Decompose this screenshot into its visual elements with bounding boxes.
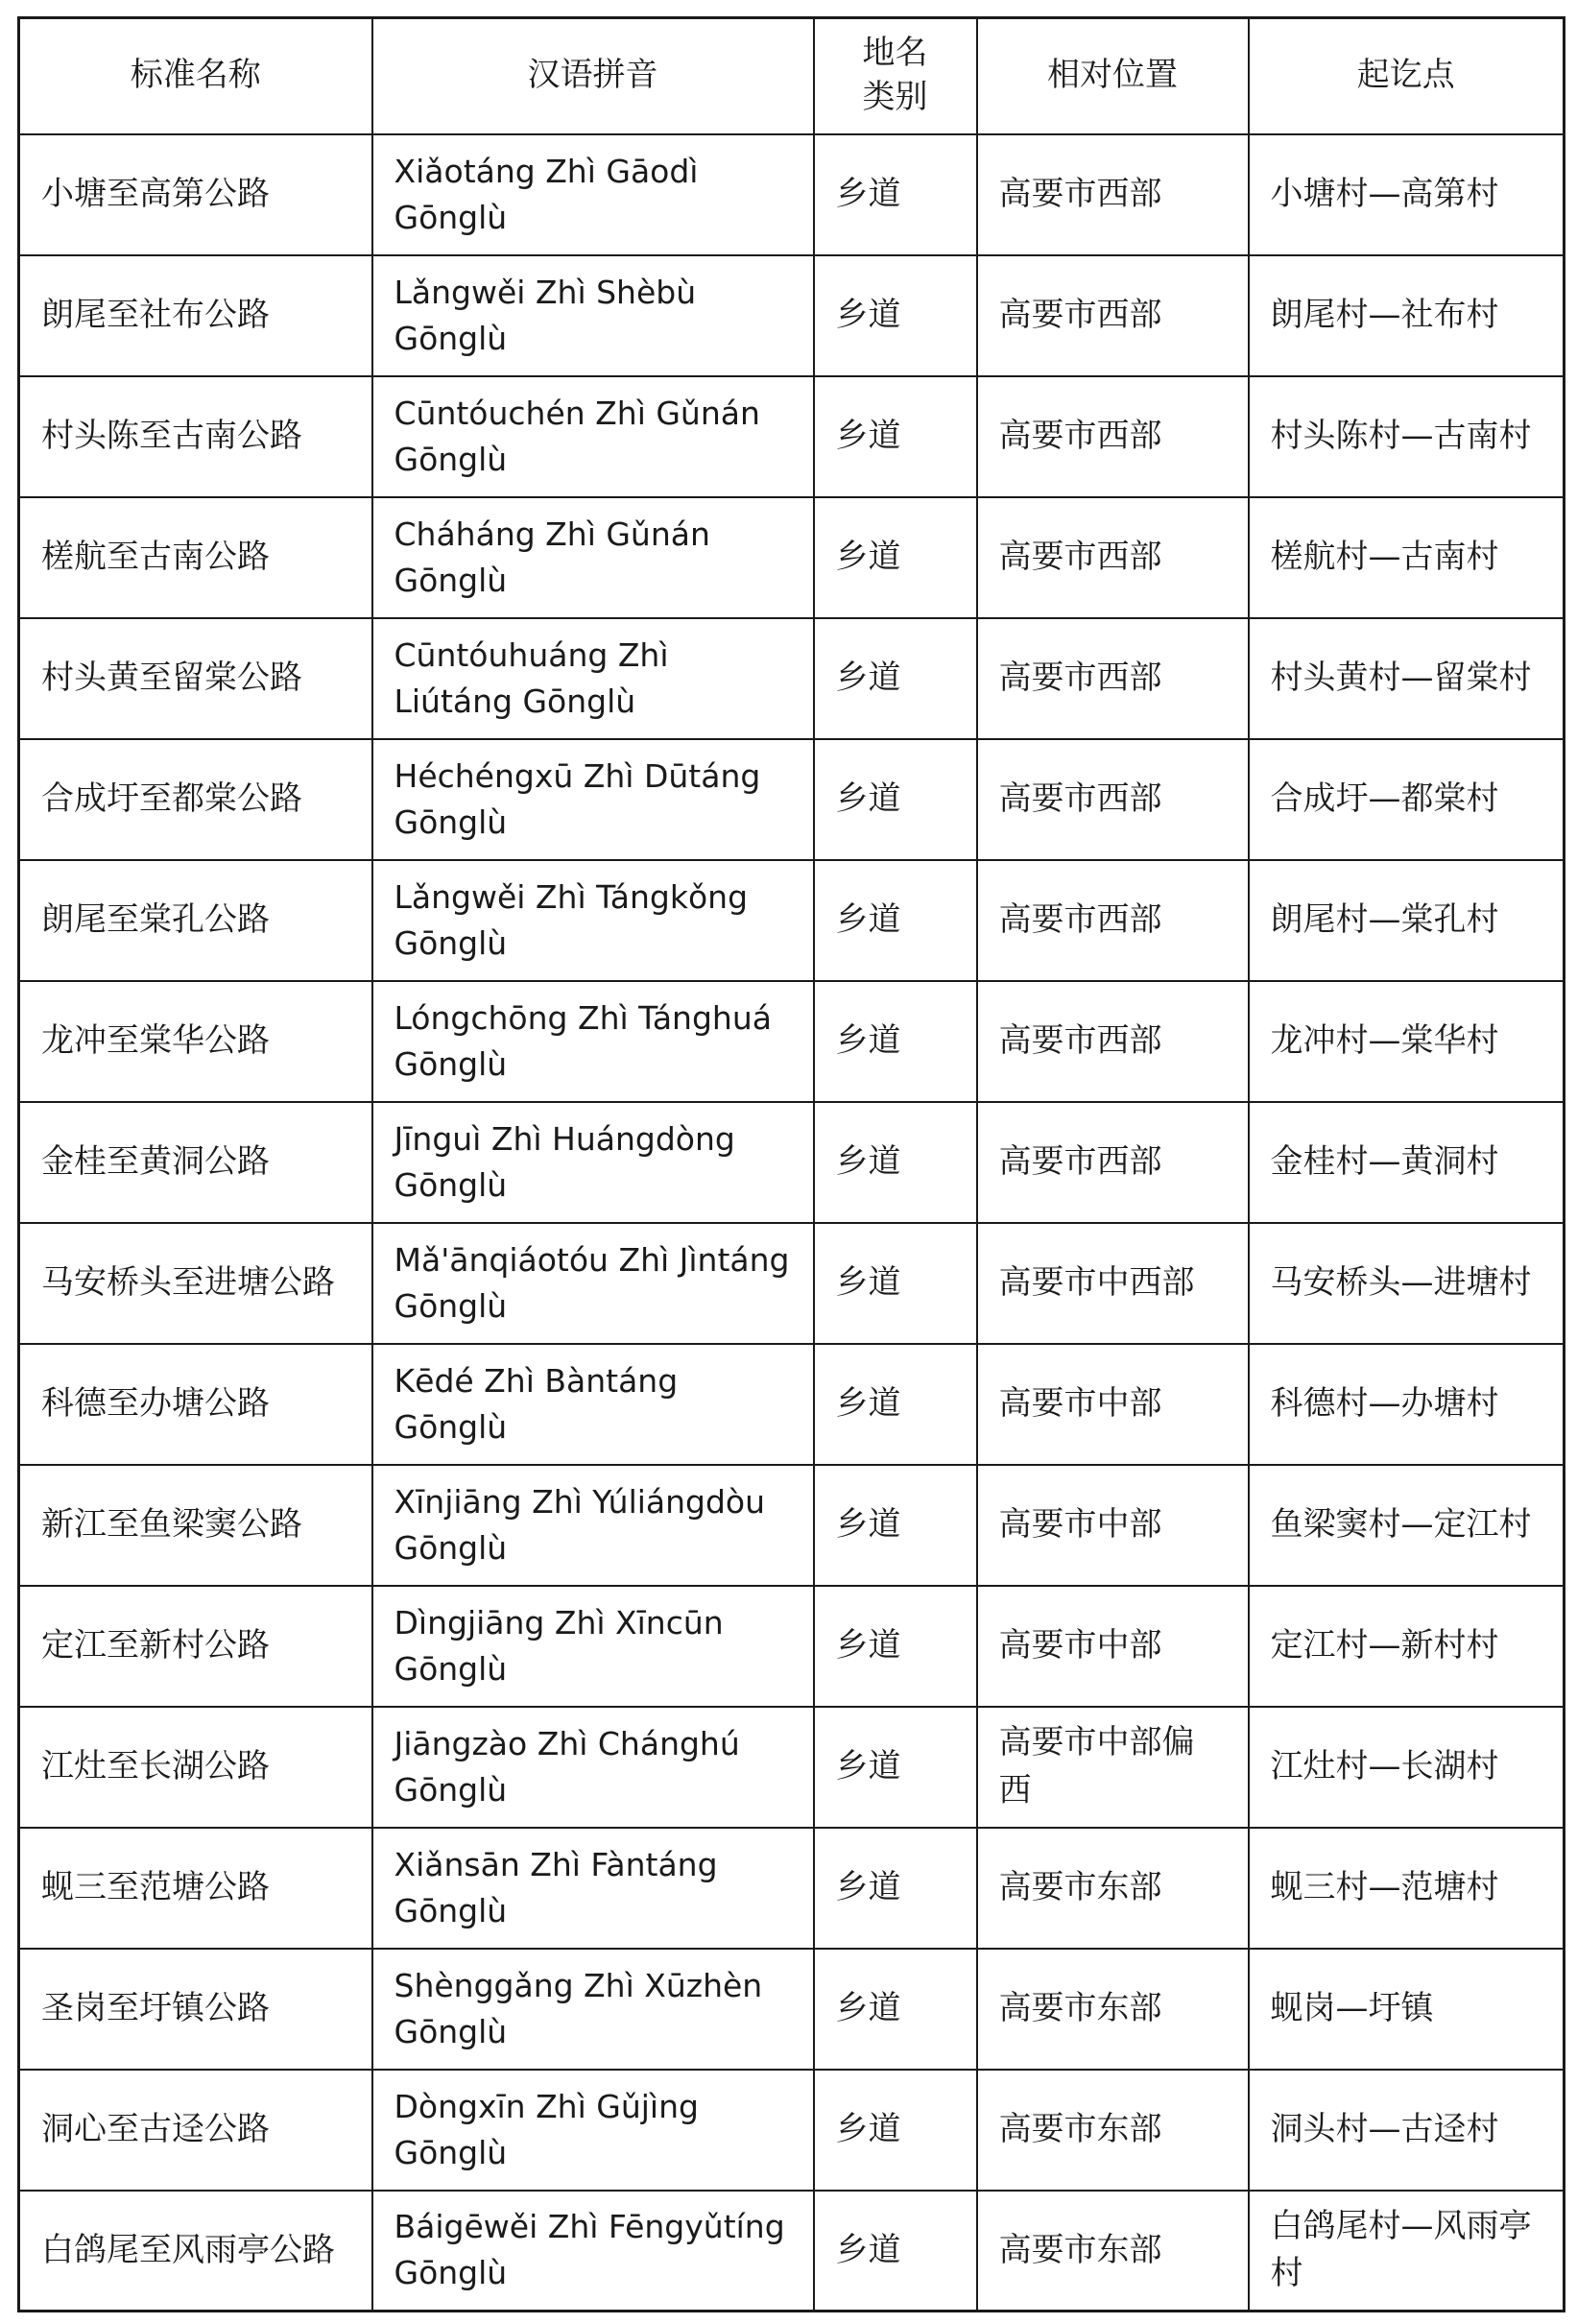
- relative-position-cell: 高要市西部: [977, 376, 1249, 497]
- table-row: [19, 618, 1565, 739]
- endpoints-cell: 龙冲村—棠华村: [1249, 981, 1565, 1102]
- header-place-type-line2: 类别: [862, 78, 928, 117]
- table-row: [19, 1586, 1565, 1707]
- standard-name-cell: 槎航至古南公路: [19, 497, 372, 618]
- relative-position-cell: 高要市中部: [977, 1344, 1249, 1465]
- relative-position-cell: 高要市中部: [977, 1586, 1249, 1707]
- table-row: [19, 1344, 1565, 1465]
- pinyin-cell: Lǎngwěi Zhì Shèbù Gōnglù: [372, 255, 814, 376]
- place-type-cell: 乡道: [814, 2191, 977, 2312]
- standard-name-cell: 新江至鱼梁窦公路: [19, 1465, 372, 1586]
- endpoints-cell: 朗尾村—棠孔村: [1249, 860, 1565, 981]
- pinyin-cell: Cháháng Zhì Gǔnán Gōnglù: [372, 497, 814, 618]
- relative-position-cell: 高要市中部偏西: [977, 1707, 1249, 1828]
- standard-name-cell: 龙冲至棠华公路: [19, 981, 372, 1102]
- place-type-cell: 乡道: [814, 981, 977, 1102]
- pinyin-cell: Lǎngwěi Zhì Tángkǒng Gōnglù: [372, 860, 814, 981]
- pinyin-cell: Lóngchōng Zhì Tánghuá Gōnglù: [372, 981, 814, 1102]
- standard-name-cell: 白鸽尾至风雨亭公路: [19, 2191, 372, 2312]
- table-body: [19, 134, 1565, 2312]
- endpoints-cell: 村头陈村—古南村: [1249, 376, 1565, 497]
- place-type-cell: 乡道: [814, 1586, 977, 1707]
- table-row: [19, 1828, 1565, 1949]
- header-standard-name: 标准名称: [19, 18, 372, 134]
- endpoints-cell: 白鸽尾村—风雨亭村: [1249, 2191, 1565, 2312]
- standard-name-cell: 蚬三至范塘公路: [19, 1828, 372, 1949]
- relative-position-cell: 高要市西部: [977, 618, 1249, 739]
- place-type-cell: 乡道: [814, 1102, 977, 1223]
- header-place-type: [814, 18, 977, 134]
- pinyin-cell: Báigēwěi Zhì Fēngyǔtíng Gōnglù: [372, 2191, 814, 2312]
- standard-name-cell: 村头陈至古南公路: [19, 376, 372, 497]
- place-type-cell: 乡道: [814, 739, 977, 860]
- standard-name-cell: 金桂至黄洞公路: [19, 1102, 372, 1223]
- relative-position-cell: 高要市西部: [977, 1102, 1249, 1223]
- header-place-type-line1: 地名: [862, 34, 928, 73]
- endpoints-cell: 蚬岗—圩镇: [1249, 1949, 1565, 2070]
- relative-position-cell: 高要市西部: [977, 739, 1249, 860]
- standard-name-cell: 村头黄至留棠公路: [19, 618, 372, 739]
- relative-position-cell: 高要市西部: [977, 255, 1249, 376]
- place-type-cell: 乡道: [814, 1344, 977, 1465]
- standard-name-cell: 江灶至长湖公路: [19, 1707, 372, 1828]
- table-row: [19, 1102, 1565, 1223]
- place-type-cell: 乡道: [814, 2070, 977, 2191]
- relative-position-cell: 高要市西部: [977, 497, 1249, 618]
- pinyin-cell: Dòngxīn Zhì Gǔjìng Gōnglù: [372, 2070, 814, 2191]
- pinyin-cell: Shènggǎng Zhì Xūzhèn Gōnglù: [372, 1949, 814, 2070]
- endpoints-cell: 村头黄村—留棠村: [1249, 618, 1565, 739]
- endpoints-cell: 定江村—新村村: [1249, 1586, 1565, 1707]
- endpoints-cell: 小塘村—高第村: [1249, 134, 1565, 255]
- standard-name-cell: 科德至办塘公路: [19, 1344, 372, 1465]
- relative-position-cell: 高要市西部: [977, 860, 1249, 981]
- table-row: [19, 1949, 1565, 2070]
- relative-position-cell: 高要市东部: [977, 1828, 1249, 1949]
- relative-position-cell: 高要市东部: [977, 2191, 1249, 2312]
- pinyin-cell: Jīnguì Zhì Huángdòng Gōnglù: [372, 1102, 814, 1223]
- place-type-cell: 乡道: [814, 255, 977, 376]
- table-row: [19, 2191, 1565, 2312]
- header-relative-position: 相对位置: [977, 18, 1249, 134]
- standard-name-cell: 洞心至古迳公路: [19, 2070, 372, 2191]
- place-type-cell: 乡道: [814, 1828, 977, 1949]
- place-type-cell: 乡道: [814, 376, 977, 497]
- place-type-cell: 乡道: [814, 860, 977, 981]
- pinyin-cell: Kēdé Zhì Bàntáng Gōnglù: [372, 1344, 814, 1465]
- endpoints-cell: 槎航村—古南村: [1249, 497, 1565, 618]
- table-row: [19, 860, 1565, 981]
- pinyin-cell: Héchéngxū Zhì Dūtáng Gōnglù: [372, 739, 814, 860]
- standard-name-cell: 小塘至高第公路: [19, 134, 372, 255]
- pinyin-cell: Xīnjiāng Zhì Yúliángdòu Gōnglù: [372, 1465, 814, 1586]
- place-type-cell: 乡道: [814, 134, 977, 255]
- pinyin-cell: Xiǎotáng Zhì Gāodì Gōnglù: [372, 134, 814, 255]
- place-type-cell: 乡道: [814, 1465, 977, 1586]
- endpoints-cell: 合成圩—都棠村: [1249, 739, 1565, 860]
- standard-name-cell: 合成圩至都棠公路: [19, 739, 372, 860]
- relative-position-cell: 高要市中部: [977, 1465, 1249, 1586]
- endpoints-cell: 洞头村—古迳村: [1249, 2070, 1565, 2191]
- pinyin-cell: Cūntóuhuáng Zhì Liútáng Gōnglù: [372, 618, 814, 739]
- table-row: [19, 134, 1565, 255]
- place-type-cell: 乡道: [814, 497, 977, 618]
- relative-position-cell: 高要市东部: [977, 2070, 1249, 2191]
- pinyin-cell: Cūntóuchén Zhì Gǔnán Gōnglù: [372, 376, 814, 497]
- pinyin-cell: Dìngjiāng Zhì Xīncūn Gōnglù: [372, 1586, 814, 1707]
- pinyin-cell: Xiǎnsān Zhì Fàntáng Gōnglù: [372, 1828, 814, 1949]
- standard-name-cell: 朗尾至社布公路: [19, 255, 372, 376]
- table-row: [19, 255, 1565, 376]
- relative-position-cell: 高要市东部: [977, 1949, 1249, 2070]
- table-row: [19, 1707, 1565, 1828]
- endpoints-cell: 蚬三村—范塘村: [1249, 1828, 1565, 1949]
- table-row: [19, 981, 1565, 1102]
- endpoints-cell: 朗尾村—社布村: [1249, 255, 1565, 376]
- endpoints-cell: 科德村—办塘村: [1249, 1344, 1565, 1465]
- table-row: [19, 497, 1565, 618]
- pinyin-cell: Mǎ'ānqiáotóu Zhì Jìntáng Gōnglù: [372, 1223, 814, 1344]
- pinyin-cell: Jiāngzào Zhì Chánghú Gōnglù: [372, 1707, 814, 1828]
- place-name-table: [17, 16, 1565, 2312]
- header-pinyin: 汉语拼音: [372, 18, 814, 134]
- standard-name-cell: 朗尾至棠孔公路: [19, 860, 372, 981]
- relative-position-cell: 高要市中西部: [977, 1223, 1249, 1344]
- table-row: [19, 376, 1565, 497]
- standard-name-cell: 马安桥头至进塘公路: [19, 1223, 372, 1344]
- standard-name-cell: 定江至新村公路: [19, 1586, 372, 1707]
- table-row: [19, 1223, 1565, 1344]
- table-row: [19, 739, 1565, 860]
- endpoints-cell: 鱼梁窦村—定江村: [1249, 1465, 1565, 1586]
- endpoints-cell: 马安桥头—进塘村: [1249, 1223, 1565, 1344]
- relative-position-cell: 高要市西部: [977, 134, 1249, 255]
- place-type-cell: 乡道: [814, 1707, 977, 1828]
- standard-name-cell: 圣岗至圩镇公路: [19, 1949, 372, 2070]
- place-type-cell: 乡道: [814, 618, 977, 739]
- table-header: [19, 18, 1565, 134]
- header-endpoints: 起讫点: [1249, 18, 1565, 134]
- table-row: [19, 2070, 1565, 2191]
- header-row: [19, 18, 1565, 134]
- place-type-cell: 乡道: [814, 1949, 977, 2070]
- table-row: [19, 1465, 1565, 1586]
- endpoints-cell: 江灶村—长湖村: [1249, 1707, 1565, 1828]
- place-type-cell: 乡道: [814, 1223, 977, 1344]
- relative-position-cell: 高要市西部: [977, 981, 1249, 1102]
- endpoints-cell: 金桂村—黄洞村: [1249, 1102, 1565, 1223]
